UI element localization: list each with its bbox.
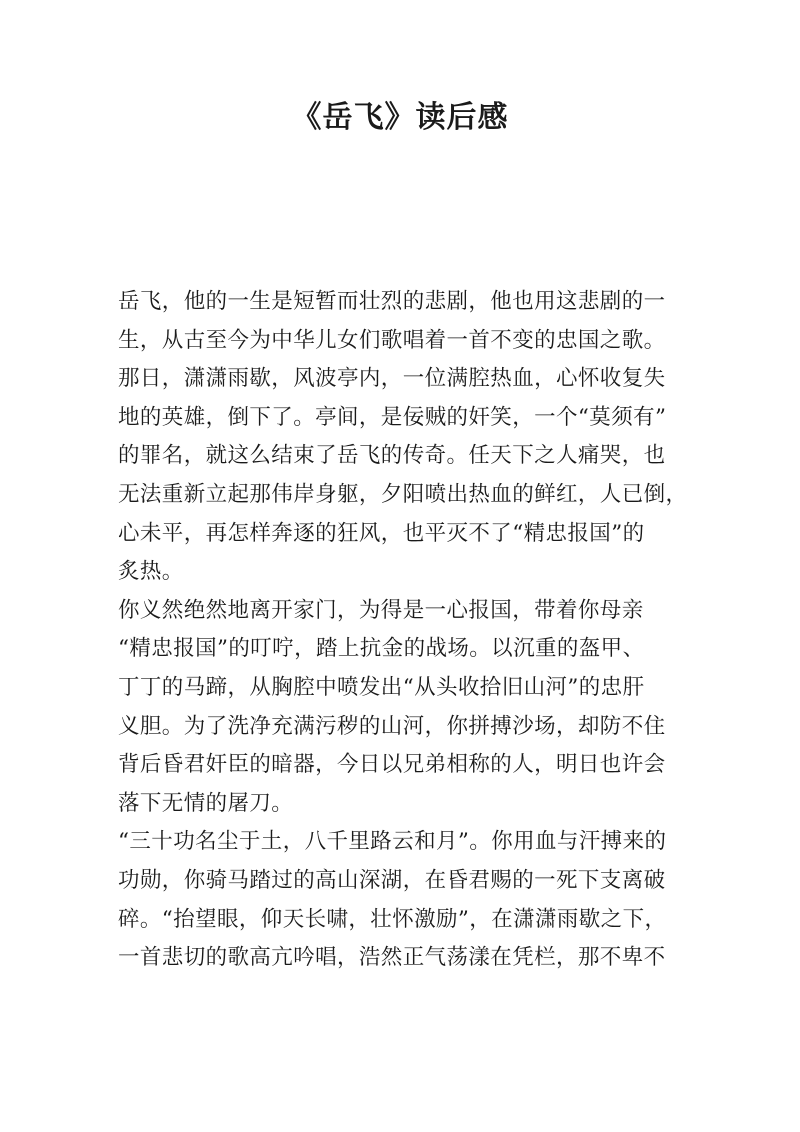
text-line: 无法重新立起那伟岸身躯，夕阳喷出热血的鲜红，人已倒， <box>118 481 688 507</box>
text-line: 你义然绝然地离开家门，为得是一心报国，带着你母亲 <box>118 597 644 623</box>
text-line: 那日，潇潇雨歇，风波亭内，一位满腔热血，心怀收复失 <box>118 366 666 392</box>
text-line: “三十功名尘于土，八千里路云和月”。你用血与汗搏来的 <box>118 829 667 855</box>
text-line: 炙热。 <box>118 559 184 585</box>
text-line: 背后昏君奸臣的暗器，今日以兄弟相称的人，明日也许会 <box>118 752 666 778</box>
document-title: 《岳飞》读后感 <box>291 100 509 135</box>
text-line: 岳飞，他的一生是短暂而壮烈的悲剧，他也用这悲剧的一 <box>118 289 666 314</box>
text-line: 地的英雄，倒下了。亭间，是佞贼的奸笑，一个“莫须有” <box>118 404 667 430</box>
text-line: 碎。“抬望眼，仰天长啸，壮怀激励”，在潇潇雨歇之下， <box>118 906 667 932</box>
text-line: 落下无情的屠刀。 <box>118 790 294 816</box>
text-line: 的罪名，就这么结束了岳飞的传奇。任天下之人痛哭，也 <box>118 443 666 469</box>
text-line: 义胆。为了洗净充满污秽的山河，你拼搏沙场，却防不住 <box>118 713 666 739</box>
text-line: 一首悲切的歌高亢吟唱，浩然正气荡漾在凭栏，那不卑不 <box>118 945 666 971</box>
text-line: 生，从古至今为中华儿女们歌唱着一首不变的忠国之歌。 <box>118 327 666 353</box>
text-line: 丁丁的马蹄，从胸腔中喷发出“从头收拾旧山河”的忠肝 <box>118 674 645 700</box>
document-body <box>118 283 688 978</box>
text-line: 功勋，你骑马踏过的高山深湖，在昏君赐的一死下支离破 <box>118 867 666 893</box>
text-line: 心未平，再怎样奔逐的狂风，也平灭不了“精忠报国”的 <box>118 520 645 546</box>
text-line: “精忠报国”的叮咛，踏上抗金的战场。以沉重的盔甲、 <box>118 636 645 662</box>
